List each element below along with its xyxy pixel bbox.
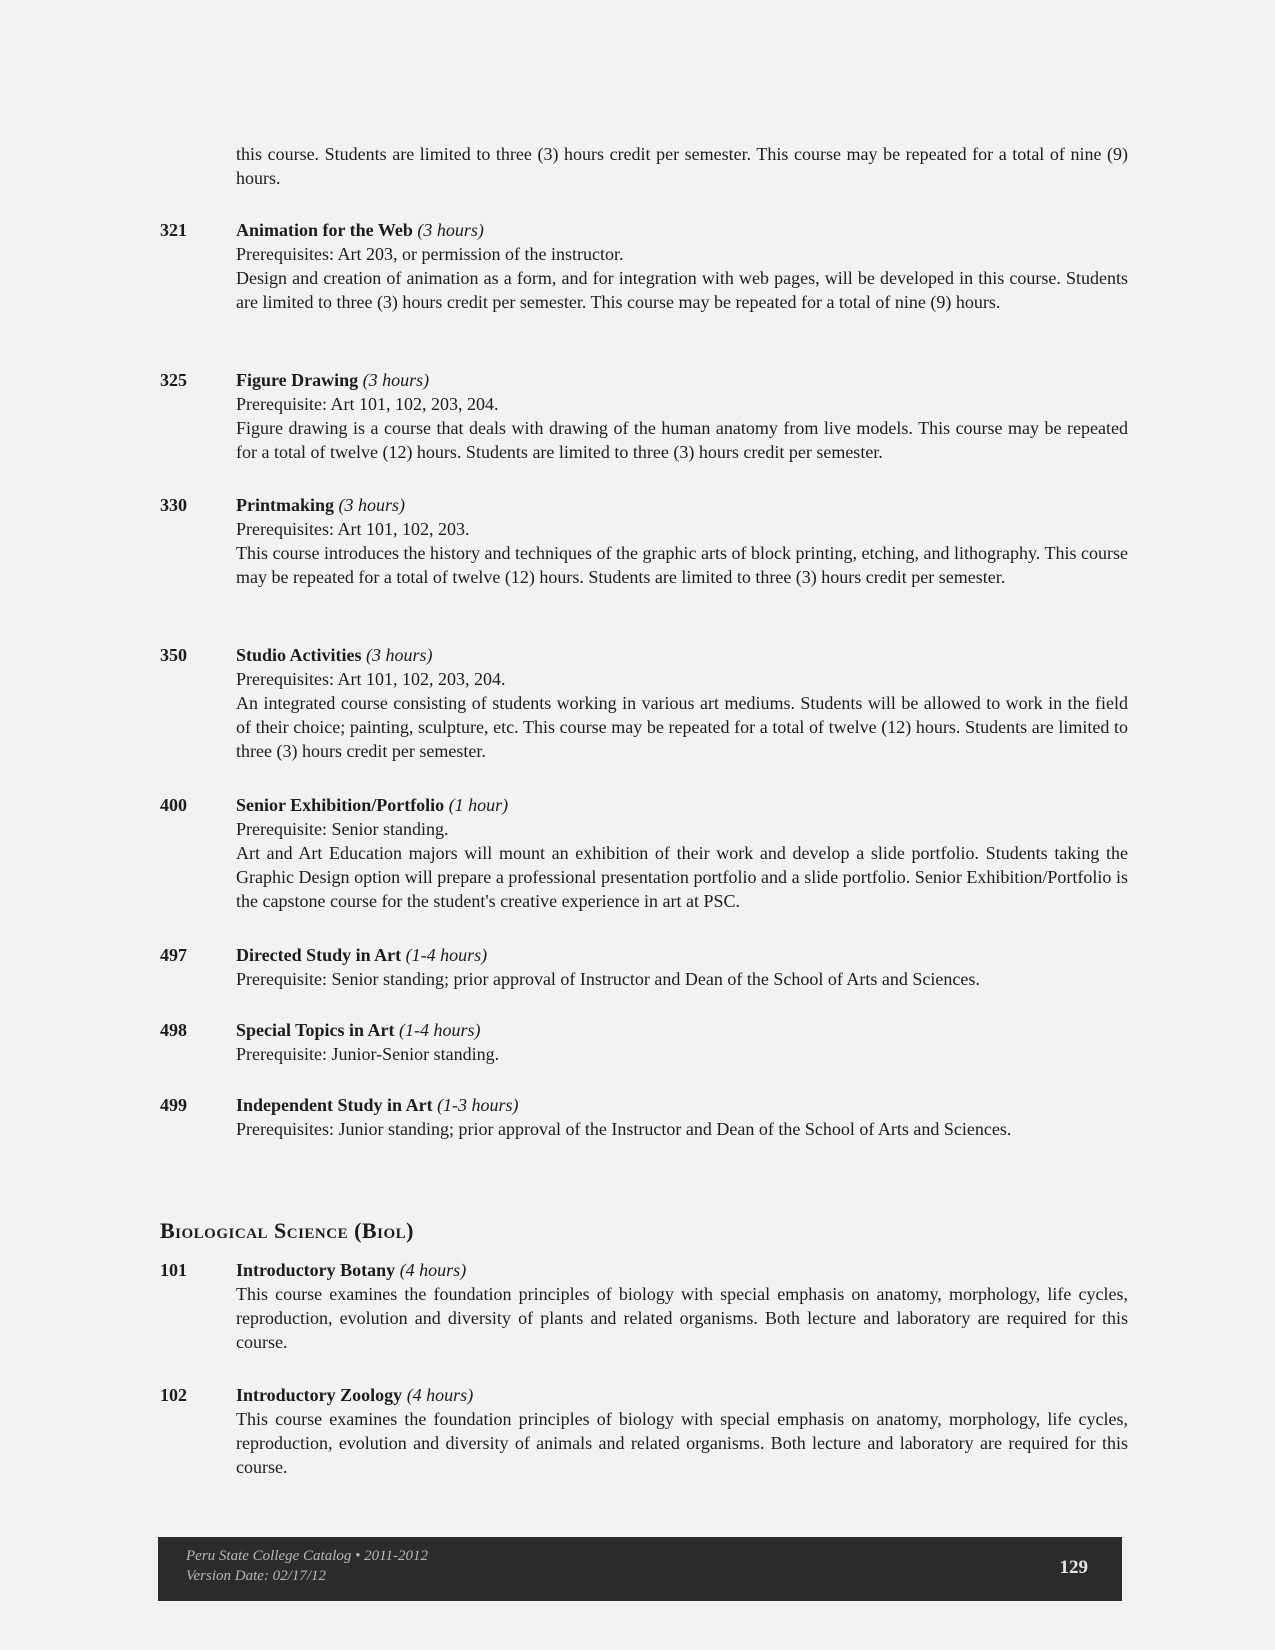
- course-hours: (3 hours): [366, 645, 433, 665]
- course-hours: (3 hours): [338, 495, 406, 515]
- course-title: Directed Study in Art: [236, 945, 402, 965]
- course-number: 102: [160, 1385, 187, 1405]
- course-entry: [160, 943, 1128, 991]
- course-prerequisite: Prerequisites: Junior standing; prior approval of the Instructor and Dean of the School of Arts and Sciences.: [236, 1119, 1012, 1139]
- section-heading: Biological Science (Biol): [160, 1218, 414, 1243]
- course-title: Special Topics in Art: [236, 1020, 395, 1040]
- page-footer: [158, 1537, 1122, 1601]
- course-number: 400: [160, 795, 187, 815]
- course-prerequisite: Prerequisite: Art 101, 102, 203, 204.: [236, 394, 499, 414]
- course-entry: [160, 368, 1128, 464]
- course-description: Art and Art Education majors will mount an exhibition of their work and develop a slide portfolio. Students taking the Graphic Design option will prepare a professional presentation portfolio and a slide portfolio. Senior Exhibition/Portfolio is the capstone course for the student's creative experience in art at PSC.: [236, 843, 1128, 911]
- course-hours: (3 hours): [417, 220, 484, 240]
- course-hours: (1 hour): [448, 795, 509, 815]
- footer-version-date: Version Date: 02/17/12: [186, 1568, 326, 1584]
- course-number: 101: [160, 1260, 187, 1280]
- course-title: Introductory Botany: [236, 1260, 396, 1280]
- course-prerequisite: Prerequisites: Art 203, or permission of the instructor.: [236, 244, 624, 264]
- course-title: Independent Study in Art: [236, 1095, 433, 1115]
- page-number: 129: [1059, 1557, 1088, 1578]
- course-title: Printmaking: [236, 495, 335, 515]
- course-number: 325: [160, 370, 187, 390]
- course-entry: [160, 643, 1128, 763]
- course-prerequisite: Prerequisite: Junior-Senior standing.: [236, 1044, 500, 1064]
- course-description: Figure drawing is a course that deals with drawing of the human anatomy from live models. This course may be repeated for a total of twelve (12) hours. Students are limited to three (3) hours credit per semester.: [236, 418, 1128, 462]
- course-prerequisite: Prerequisites: Art 101, 102, 203, 204.: [236, 669, 506, 689]
- course-number: 330: [160, 495, 187, 515]
- course-description: Design and creation of animation as a form, and for integration with web pages, will be developed in this course. Students are limited to three (3) hours credit per semester. This course may be repeated for a total of nine (9) hours.: [236, 268, 1128, 312]
- continuation-text: this course. Students are limited to three (3) hours credit per semester. This course may be repeated for a total of nine (9) hours.: [236, 144, 1128, 188]
- course-description: This course examines the foundation principles of biology with special emphasis on anatomy, morphology, life cycles, reproduction, evolution and diversity of animals and related organisms. Both lecture and laboratory are required for this course.: [236, 1409, 1128, 1477]
- course-title: Senior Exhibition/Portfolio: [236, 795, 445, 815]
- course-hours: (1-4 hours): [399, 1020, 481, 1040]
- footer-catalog-title: Peru State College Catalog • 2011-2012: [186, 1548, 429, 1564]
- course-number: 497: [160, 945, 187, 965]
- course-entry: [160, 1018, 1128, 1066]
- course-entry: [160, 1093, 1128, 1141]
- course-number: 499: [160, 1095, 187, 1115]
- course-description: This course examines the foundation principles of biology with special emphasis on anatomy, morphology, life cycles, reproduction, evolution and diversity of plants and related organisms. Both lecture and laboratory are required for this course.: [236, 1284, 1128, 1352]
- course-hours: (1-3 hours): [437, 1095, 519, 1115]
- course-hours: (4 hours): [406, 1385, 474, 1405]
- course-entry: [160, 793, 1128, 913]
- course-hours: (4 hours): [399, 1260, 467, 1280]
- course-entry: [160, 218, 1128, 314]
- course-entry: [160, 493, 1128, 589]
- course-hours: (1-4 hours): [405, 945, 488, 965]
- course-prerequisite: Prerequisite: Senior standing; prior approval of Instructor and Dean of the School of Arts and Sciences.: [236, 969, 980, 989]
- course-title: Introductory Zoology: [236, 1385, 403, 1405]
- course-title: Animation for the Web: [236, 220, 413, 240]
- course-title: Studio Activities: [236, 645, 362, 665]
- course-number: 498: [160, 1020, 187, 1040]
- course-entry: [160, 1383, 1128, 1479]
- course-prerequisite: Prerequisites: Art 101, 102, 203.: [236, 519, 470, 539]
- course-description: This course introduces the history and techniques of the graphic arts of block printing, etching, and lithography. This course may be repeated for a total of twelve (12) hours. Students are limited to three (3) hours credit per semester.: [236, 543, 1128, 587]
- course-prerequisite: Prerequisite: Senior standing.: [236, 819, 449, 839]
- course-title: Figure Drawing: [236, 370, 359, 390]
- course-number: 321: [160, 220, 187, 240]
- course-entry: [160, 1258, 1128, 1354]
- course-number: 350: [160, 645, 187, 665]
- course-description: An integrated course consisting of students working in various art mediums. Students will be allowed to work in the field of their choice; painting, sculpture, etc. This course may be repeated for a total of twelve (12) hours. Students are limited to three (3) hours credit per semester.: [236, 693, 1128, 761]
- course-hours: (3 hours): [362, 370, 430, 390]
